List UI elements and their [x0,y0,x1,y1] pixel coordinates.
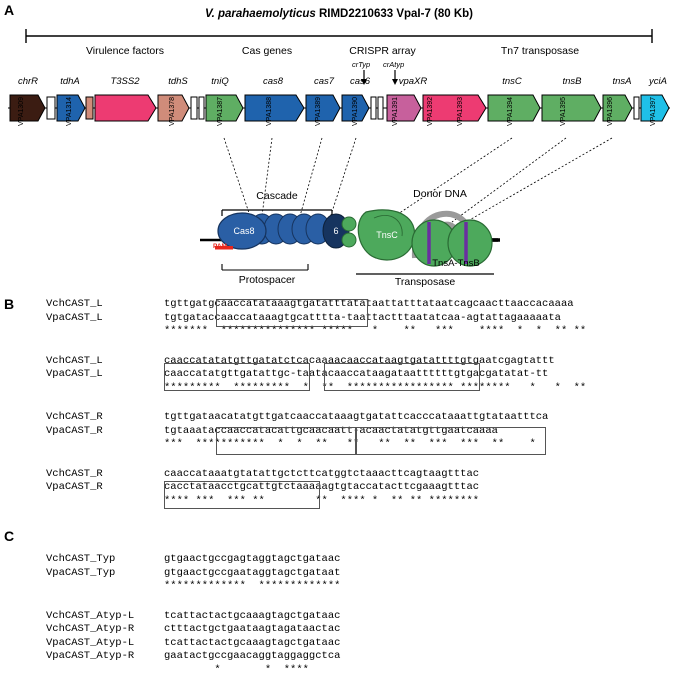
seq-data: caaccatatatgttgatatctcacaaaacaaccataagtgatattttgtgaatcgagtattt [164,354,555,367]
seq-name: VchCAST_R [46,411,103,423]
panel-b-alignments [46,298,586,508]
panel-a-letter: A [4,2,15,18]
alignment-row [46,623,340,637]
panel-c-letter: C [4,528,15,544]
locus-VPA1393: VPA1393 [457,96,464,126]
conservation-row [46,382,586,396]
alignment-row [46,468,586,482]
gene-label-tnsA: tnsA [612,76,632,87]
conservation-row [46,438,586,452]
panel-b-letter: B [4,296,15,312]
conservation-row [46,664,340,678]
tnsC-label: TnsC [376,230,398,240]
seq-name: VpaCAST_L [46,311,103,324]
cascade-label: Cascade [256,190,298,202]
donor-dna-label: Donor DNA [413,188,467,200]
seq-stars: **** *** *** ** ** **** * ** ** ******** [164,494,480,507]
gene-label-tdhA: tdhA [60,76,80,87]
title-rest: RIMD2210633 VpaI-7 (80 Kb) [315,8,474,20]
gene-label-yciA: yciA [649,76,667,87]
seq-name: VpaCAST_L [46,368,103,380]
alignment-row [46,312,586,326]
alignment-row [46,567,340,581]
seq-stars: *** *********** * * ** ** ** ** *** *** ** * [164,438,536,450]
locus-VPA1389: VPA1389 [315,96,322,126]
group-label-crispr: CRISPR array [349,45,416,57]
seq-data: caaccatatgttgatattgc-taatacaaccataagataattttttgtgacgatatat-tt [164,368,549,380]
seq-data: tgtgataccaaccataaagtgcatttta-taattactttaatatcaa-agtattagaaaaata [164,311,561,324]
alignment-row [46,650,340,664]
alignment-row [46,411,586,425]
locus-VPA1309: VPA1309 [18,96,25,126]
group-label-tn7: Tn7 transposase [500,45,580,57]
gene-label-tdhS: tdhS [168,76,188,87]
seq-data: tcattactactgcaaagtagctgataac [164,609,341,622]
alignment-row [46,553,340,567]
transposase-label: Transposase [394,276,456,288]
panel-a-genomic-map [0,0,678,290]
seq-data: tgtaaataccaaccatacattgcaacaatt-acaactatatgttgaatcaaaa [164,424,498,437]
seq-name: VchCAST_L [46,354,103,367]
locus-VPA1396: VPA1396 [607,96,614,126]
locus-VPA1394: VPA1394 [507,96,514,126]
seq-name: VchCAST_Atyp-R [46,623,135,635]
alignment-row [46,355,586,369]
locus-VPA1378: VPA1378 [169,96,176,126]
group-label-virulence: Virulence factors [85,45,164,57]
crtyp-label: crTyp [352,60,371,69]
seq-name: VpaCAST_Atyp-R [46,650,135,662]
conservation-row [46,580,340,594]
alignment-row [46,637,340,651]
gene-label-T3SS2: T3SS2 [110,76,140,87]
conservation-row [46,495,586,509]
pam-label: PAM [213,243,227,250]
gene-label-vpaXR: vpaXR [398,76,428,87]
gene-label-tniQ: tniQ [211,76,229,87]
locus-VPA1395: VPA1395 [560,96,567,126]
seq-data: tgttgatgcaaccatataaagtgatatttatataattatttataatcagcaacttaaccacaaaa [164,298,574,310]
cas6-label: 6 [333,226,339,236]
seq-stars: ******* *************** ***** * ** *** **** * * ** ** [164,325,587,337]
gene-label-tnsC: tnsC [502,76,522,87]
alignment-row [46,298,586,312]
seq-name: VchCAST_Atyp-L [46,609,135,622]
cascade-transposase-cartoon [0,198,678,293]
seq-name: VpaCAST_R [46,424,103,437]
alignment-row [46,368,586,382]
seq-name: VchCAST_Typ [46,553,116,565]
panel-a-title [0,8,678,20]
alignment-row [46,481,586,495]
seq-data: cacctataacctgcattgtctaaaaagtgtaccatacttcgaaagtttac [164,481,480,493]
seq-stars: * * **** [164,663,341,676]
group-label-cas: Cas genes [241,45,293,57]
panel-c-alignments [46,553,340,677]
alignment-row [46,425,586,439]
seq-name: VpaCAST_Atyp-L [46,636,135,649]
tnsA-tnsB-label: TnsA-TnsB [432,258,480,269]
seq-data: gtgaactgccgaataggtagctgataat [164,566,341,579]
gene-label-tnsB: tnsB [562,76,582,87]
locus-VPA1392: VPA1392 [427,96,434,126]
gene-label-cas6: cas6 [349,76,371,87]
locus-VPA1314: VPA1314 [66,96,73,126]
seq-data: gtgaactgccgagtaggtagctgataac [164,553,341,565]
gene-arrow-track [0,90,678,126]
species-name: V. parahaemolyticus [204,8,316,20]
locus-VPA1397: VPA1397 [650,96,657,126]
locus-VPA1391: VPA1391 [392,96,399,126]
seq-data: tgttgataacatatgttgatcaaccataaagtgatattcacccataaattgtataatttca [164,411,549,423]
seq-name: VchCAST_L [46,298,103,310]
protospacer-label: Protospacer [238,274,296,286]
conservation-row [46,325,586,339]
gene-label-chrR: chrR [17,76,39,87]
locus-VPA1390: VPA1390 [352,96,359,126]
seq-name: VpaCAST_R [46,481,103,493]
cas8-label: Cas8 [233,226,255,236]
seq-name: VchCAST_R [46,467,103,480]
seq-data: gaatactgccgaacaggtaggaggctca [164,650,341,662]
seq-data: tcattactactgcaaagtagctgataac [164,636,341,649]
seq-stars: ********* ********* * ** ***************** ******** * * ** [164,381,587,394]
seq-name: VpaCAST_Typ [46,566,116,579]
locus-VPA1387: VPA1387 [217,96,224,126]
locus-VPA1388: VPA1388 [266,96,273,126]
gene-label-cas8: cas8 [262,76,284,87]
cratyp-label: crAtyp [383,60,405,69]
seq-data: ctttactgctgaataagtagataactac [164,623,341,635]
seq-stars: ************* ************* [164,580,341,592]
seq-data: caaccataaatgtatattgctcttcatggtctaaacttcagtaagtttac [164,467,480,480]
alignment-row [46,610,340,624]
gene-label-cas7: cas7 [313,76,335,87]
